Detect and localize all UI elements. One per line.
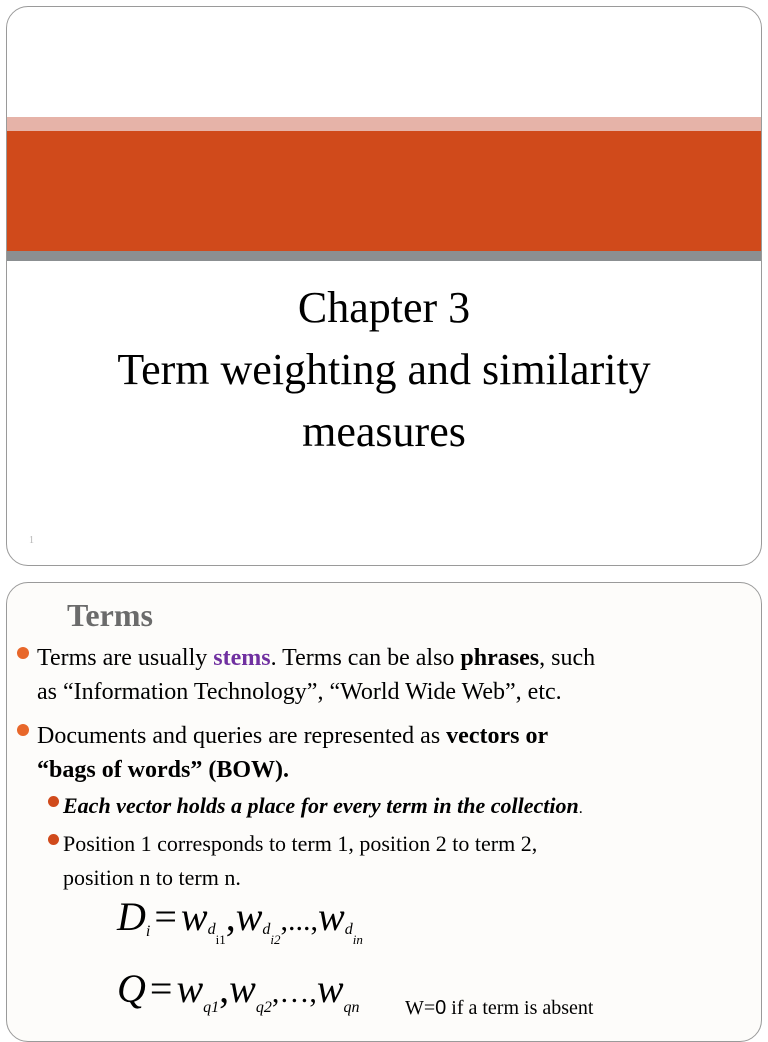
bullet-documents-queries [37,719,548,753]
formula-d-sub: d [344,921,353,938]
sub-bullet-position-line1: Position 1 corresponds to term 1, position 2 to term 2, [63,831,538,856]
vectors-highlight: vectors or [446,723,549,749]
sub-bullet-dot-icon [48,796,59,807]
query-vector-formula [117,965,360,1016]
bullet-text: . Terms can be also [270,645,461,671]
sub-bullet-vector-place [63,789,583,826]
sub-bullet-period: . [578,800,583,817]
absent-note-text: if a term is absent [446,997,594,1019]
formula-comma: , [219,966,230,1011]
bullet-text: Documents and queries are represented as [37,723,447,749]
absent-note-zero: 0 [435,997,447,1019]
slide-heading: Terms [67,597,153,633]
phrases-highlight: phrases [460,645,540,671]
sub-bullet-emphasis: Each vector holds a place for every term in the collection [63,793,579,818]
formula-d-sub-i1: i1 [215,932,226,947]
slide-number: 1 [29,535,34,546]
bullet-terms-line2: as “Information Technology”, “World Wide Web”, etc. [37,679,562,705]
title-line-2: Term weighting and similarity [117,345,651,394]
document-vector-formula [117,893,363,947]
formula-q-sub-q1: q1 [203,999,220,1016]
formula-w: w [318,894,345,939]
bullet-text: Terms are usually [37,645,214,671]
header-band-main [7,131,761,251]
title-line-3: measures [302,407,466,456]
absent-term-note [405,997,593,1020]
formula-d-sub: d [207,921,216,938]
title-line-1: Chapter 3 [297,283,471,332]
formula-w: w [235,894,263,939]
header-band-gray [7,251,761,261]
formula-w: w [180,894,208,939]
formula-eq: = [154,894,177,939]
formula-w: w [316,966,344,1011]
bullet-text: , such [539,645,596,671]
formula-d-sub-i2: i2 [270,932,281,947]
sub-bullet-dot-icon [48,834,59,845]
bullet-terms-stems [37,641,595,675]
formula-d-sub: d [262,921,271,938]
formula-q-sub-q2: q2 [255,999,272,1016]
formula-q-sub-qn: qn [343,999,360,1016]
formula-q-lhs: Q [117,966,146,1011]
absent-note-w: W= [405,997,436,1019]
slide-title [7,277,761,463]
sub-bullet-position-line2: position n to term n. [63,865,241,890]
bullet-dot-icon [17,647,29,659]
bow-highlight: “bags of words” (BOW). [37,757,290,783]
formula-dots: ,..., [280,904,319,937]
header-band-light [7,117,761,131]
bullet-dot-icon [17,724,29,736]
formula-dots: ,…, [271,976,317,1009]
terms-slide [6,582,762,1042]
formula-comma: , [225,894,236,939]
formula-w: w [229,966,256,1011]
formula-d-lhs-sub: i [145,923,151,940]
formula-w: w [176,966,204,1011]
formula-d-sub-in: in [352,932,363,947]
stems-highlight: stems [213,645,271,671]
formula-d-lhs: D [117,894,146,939]
title-slide [6,6,762,566]
formula-eq: = [149,966,173,1011]
